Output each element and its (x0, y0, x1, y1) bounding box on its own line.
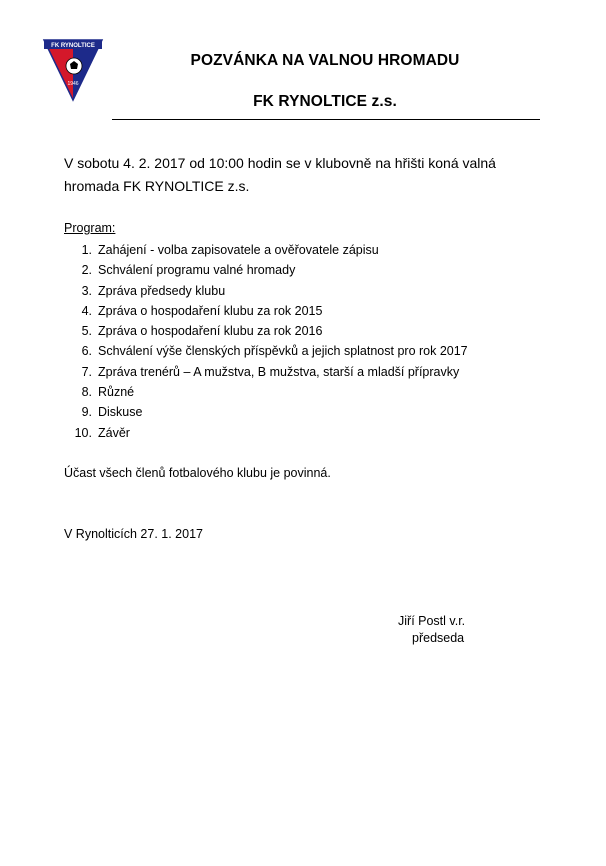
signer-role: předseda (412, 631, 465, 645)
list-item (64, 260, 468, 280)
list-item-number: 1. (81, 243, 92, 257)
list-item-number: 8. (81, 385, 92, 400)
list-item (64, 341, 468, 361)
list-item-number: 10. (74, 425, 92, 440)
list-item-text: Závěr (98, 425, 130, 440)
header-divider (112, 119, 540, 120)
list-item-number: 2. (81, 263, 92, 278)
list-item (64, 402, 468, 422)
list-item (64, 382, 468, 402)
list-item (64, 281, 468, 301)
list-item-number: 9. (81, 405, 92, 420)
logo-text: FK RYNOLTICE (51, 43, 95, 49)
list-item (64, 240, 468, 260)
list-item (64, 423, 468, 443)
program-list (64, 240, 468, 443)
list-item-text: Zpráva předsedy klubu (98, 283, 226, 298)
list-item-text: Různé (98, 385, 135, 400)
list-item-text: Schválení programu valné hromady (98, 263, 296, 278)
document-title: POZVÁNKA NA VALNOU HROMADU (190, 52, 460, 69)
club-logo-icon (42, 38, 104, 102)
list-item (64, 301, 468, 321)
list-item-text: Zpráva trenérů – A mužstva, B mužstva, starší a mladší přípravky (98, 364, 460, 379)
list-item (64, 362, 468, 382)
list-item-text: Schválení výše členských příspěvků a jejich splatnost pro rok 2017 (98, 344, 468, 359)
signer-name: Jiří Postl v.r. (398, 614, 466, 628)
list-item-number: 6. (81, 344, 92, 359)
program-label: Program: (64, 221, 116, 235)
list-item-text: Zpráva o hospodaření klubu za rok 2016 (98, 324, 323, 339)
list-item-number: 4. (81, 303, 92, 318)
place-date: V Rynolticích 27. 1. 2017 (64, 527, 203, 541)
attendance-note: Účast všech členů fotbalového klubu je povinná. (64, 466, 331, 480)
logo-year: 1946 (67, 81, 79, 87)
list-item-number: 7. (81, 364, 92, 379)
list-item-text: Diskuse (98, 405, 143, 420)
intro-paragraph: V sobotu 4. 2. 2017 od 10:00 hodin se v klubovně na hřišti koná valná hromada FK RYNOLTICE z.s. (64, 155, 496, 194)
list-item-text: Zahájení - volba zapisovatele a ověřovatele zápisu (98, 243, 379, 257)
document-subtitle: FK RYNOLTICE z.s. (253, 93, 397, 110)
list-item-number: 5. (81, 324, 92, 339)
list-item-number: 3. (81, 283, 92, 298)
list-item-text: Zpráva o hospodaření klubu za rok 2015 (98, 303, 323, 318)
list-item (64, 321, 468, 341)
